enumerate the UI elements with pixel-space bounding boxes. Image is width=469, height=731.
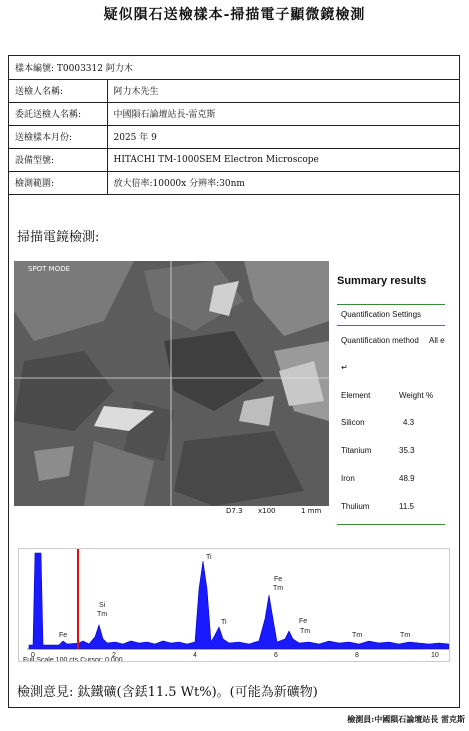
summary-title: Summary results <box>337 275 427 287</box>
summary-divider <box>337 524 445 525</box>
table-row <box>9 125 459 148</box>
peak-label: Ti <box>221 619 227 626</box>
peak-label: Tm <box>273 585 284 592</box>
table-row <box>9 148 459 171</box>
method-label: Quantification method <box>341 336 419 345</box>
element-weight: 11.5 <box>399 502 414 511</box>
section-title: 掃描電鏡檢測: <box>17 230 100 245</box>
spectrum-footer: Full Scale 100 cts Cursor: 0.000 <box>23 657 123 662</box>
peak-label: Si <box>99 602 106 609</box>
info-value: 2025 年 9 <box>107 125 459 148</box>
col-element: Element <box>341 391 371 400</box>
spot-mode-label: SPOT MODE <box>28 265 71 273</box>
axis-tick: 6 <box>274 652 278 659</box>
report-title: 疑似隕石送檢樣本-掃描電子顯微鏡檢測 <box>103 7 366 23</box>
table-row <box>9 171 459 194</box>
info-value: 放大倍率:10000x 分辨率:30nm <box>107 171 459 194</box>
summary-divider <box>337 304 445 305</box>
peak-label: Ti <box>206 554 212 561</box>
sem-info-bar <box>14 506 329 517</box>
report-sheet <box>8 55 460 708</box>
inspector-signature: 檢測員:中國隕石論壇站長 雷克斯 <box>347 714 465 724</box>
element-name: Iron <box>341 474 355 483</box>
info-value: 中國隕石論壇站長-雷克斯 <box>107 102 459 125</box>
table-row <box>9 102 459 125</box>
sem-image <box>14 261 329 506</box>
axis-tick: 4 <box>193 652 197 659</box>
summary-divider <box>337 325 445 326</box>
info-key: 送檢樣本月份: <box>9 125 107 148</box>
sem-magnification: x100 <box>258 507 276 515</box>
check-icon: ↵ <box>341 363 348 372</box>
spectrum-plot <box>19 549 450 662</box>
table-row <box>9 79 459 102</box>
summary-results <box>337 271 457 531</box>
element-weight: 48.9 <box>399 474 415 483</box>
peak-label: Tm <box>97 611 108 618</box>
sem-texture <box>14 261 329 506</box>
axis-tick: 2 <box>112 652 116 659</box>
peak-label: Tm <box>352 632 363 639</box>
info-value: 阿力木先生 <box>107 79 459 102</box>
info-key: 送檢人名稱: <box>9 79 107 102</box>
sem-code: D7.3 <box>226 507 243 515</box>
info-value: HITACHI TM-1000SEM Electron Microscope <box>107 148 459 171</box>
axis-tick: 8 <box>355 652 359 659</box>
element-weight: 35.3 <box>399 446 415 455</box>
element-name: Silicon <box>341 418 365 427</box>
sample-info-table <box>9 56 459 195</box>
peak-label: Tm <box>400 632 411 639</box>
peak-label: Fe <box>59 632 68 639</box>
element-weight: 4.3 <box>403 418 415 427</box>
col-weight: Weight % <box>399 391 434 400</box>
info-key: 設備型號: <box>9 148 107 171</box>
sem-scale: 1 mm <box>301 507 322 515</box>
axis-tick: 10 <box>431 652 439 659</box>
eds-spectrum <box>18 548 450 662</box>
element-name: Thulium <box>341 502 370 511</box>
info-key: 委託送檢人名稱: <box>9 102 107 125</box>
table-row <box>9 56 459 79</box>
element-name: Titanium <box>341 446 372 455</box>
info-key: 檢測範圍: <box>9 171 107 194</box>
axis-tick: 0 <box>31 652 35 659</box>
quantification-settings: Quantification Settings <box>341 310 422 319</box>
peak-label: Tm <box>300 628 311 635</box>
peak-label: Fe <box>299 618 308 625</box>
inspection-opinion: 檢測意見: 鈦鐵礦(含銩11.5 Wt%)。(可能為新礦物) <box>17 685 318 700</box>
peak-label: Fe <box>274 576 283 583</box>
sample-id-cell: 樣本編號: T0003312 阿力木 <box>9 56 459 79</box>
method-value: All e <box>429 336 445 345</box>
